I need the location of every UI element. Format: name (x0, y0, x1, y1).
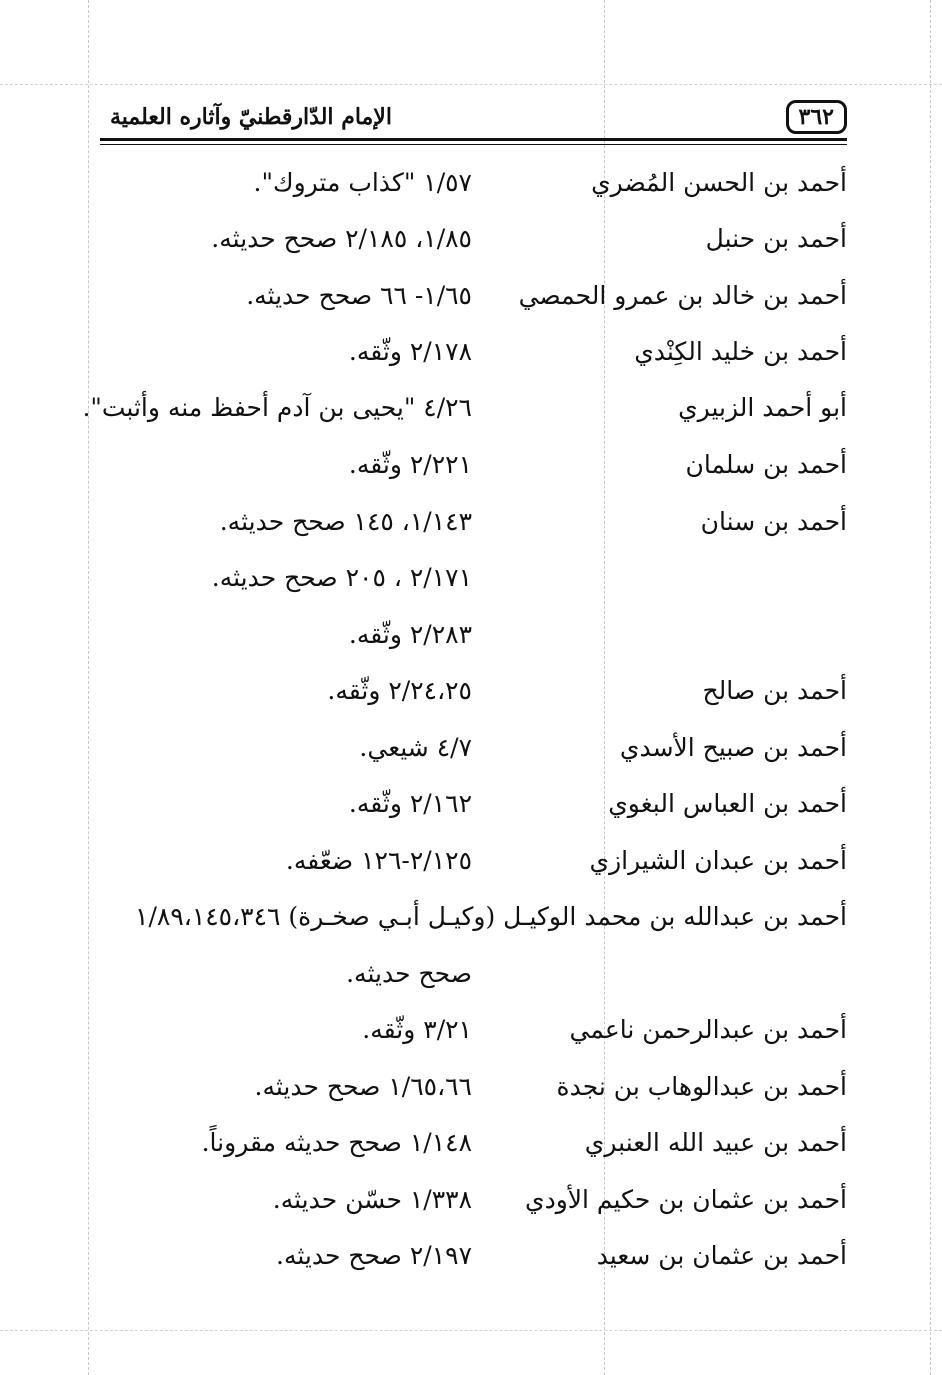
index-entry (100, 676, 847, 716)
entry-info: ٢/١٧١ ، ٢٠٥ صحح حديثه. (211, 563, 472, 592)
margin-guide-right (930, 0, 931, 1375)
entry-name: أحمد بن خالد بن عمرو الحمصي (518, 281, 847, 310)
entry-info: ١/٥٧ "كذاب متروك". (253, 168, 472, 197)
entry-name: أحمد بن سنان (700, 507, 847, 536)
running-title: الإمام الدّارقطنيّ وآثاره العلمية (110, 104, 392, 130)
index-entry (100, 1015, 847, 1055)
entry-info: ٢/١٢٥-١٢٦ ضعّفه. (285, 846, 472, 875)
entry-name: أحمد بن عبدالرحمن ناعمي (569, 1015, 847, 1044)
entry-name: أحمد بن عثمان بن حكيم الأودي (525, 1185, 847, 1214)
entry-name: أحمد بن عثمان بن سعيد (596, 1241, 847, 1270)
entry-name: أحمد بن صبيح الأسدي (619, 733, 847, 762)
page-header (100, 100, 847, 140)
entry-name: أحمد بن عبيد الله العنبري (584, 1128, 847, 1157)
entry-info: ٢/١٦٢ وثّقه. (348, 789, 472, 818)
entry-info: ١/١٤٣، ١٤٥ صحح حديثه. (219, 507, 472, 536)
index-entry (100, 168, 847, 208)
entry-name: أحمد بن عبدالوهاب بن نجدة (556, 1072, 847, 1101)
entry-info: ٤/٧ شيعي. (359, 733, 472, 762)
entry-info: ٤/٢٦ "يحيى بن آدم أحفظ منه وأثبت". (82, 393, 472, 422)
index-entry (100, 789, 847, 829)
index-entry (82, 393, 847, 433)
entry-info: ١/٨٥، ٢/١٨٥ صحح حديثه. (211, 224, 472, 253)
entry-info: ٣/٢١ وثّقه. (362, 1015, 472, 1044)
entry-info: ١/٦٥- ٦٦ صحح حديثه. (246, 281, 472, 310)
index-entry (100, 224, 847, 264)
page-number: ٣٦٢ (786, 100, 847, 134)
entry-info: ٢/١٧٨ وثّقه. (348, 337, 472, 366)
margin-guide-left (88, 0, 89, 1375)
entry-name: أحمد بن صالح (702, 676, 847, 705)
index-entry (100, 902, 847, 942)
entry-info: صحح حديثه. (346, 959, 472, 988)
index-entry (100, 959, 847, 999)
index-entry (100, 1072, 847, 1112)
index-entry (100, 1185, 847, 1225)
index-entry (100, 281, 847, 321)
index-entry (100, 1128, 847, 1168)
entry-name: أحمد بن حنبل (705, 224, 847, 253)
index-entry (100, 507, 847, 547)
index-entry (100, 563, 847, 603)
entry-name: أحمد بن العباس البغوي (608, 789, 847, 818)
entry-info: ١/٣٣٨ حسّن حديثه. (272, 1185, 472, 1214)
entry-info: ٢/٢٢١ وثّقه. (348, 450, 472, 479)
index-entry (100, 450, 847, 490)
margin-guide-top (0, 84, 942, 85)
index-entry (100, 620, 847, 660)
index-entry (100, 846, 847, 886)
entry-name: أحمد بن خليد الكِنْدي (634, 337, 847, 366)
entry-name: أحمد بن عبدان الشيرازي (589, 846, 847, 875)
header-rule-thick (100, 138, 847, 141)
entry-info: ٢/٢٤،٢٥ وثّقه. (327, 676, 472, 705)
margin-guide-bottom (0, 1330, 942, 1331)
entry-name: أحمد بن الحسن المُضري (591, 168, 847, 197)
header-rule-thin (100, 144, 847, 145)
entry-name: أبو أحمد الزبيري (678, 393, 847, 422)
index-entry (100, 1241, 847, 1281)
entry-full-line: أحمد بن عبدالله بن محمد الوكيـل (وكيـل أبـي صخـرة) ١/٨٩،١٤٥،٣٤٦ (135, 902, 847, 931)
index-entry (100, 733, 847, 773)
entry-info: ٢/١٩٧ صحح حديثه. (276, 1241, 472, 1270)
entry-info: ١/١٤٨ صحح حديثه مقروناً. (201, 1128, 472, 1157)
entry-info: ١/٦٥،٦٦ صحح حديثه. (254, 1072, 472, 1101)
index-entry (100, 337, 847, 377)
entry-name: أحمد بن سلمان (685, 450, 847, 479)
entry-info: ٢/٢٨٣ وثّقه. (348, 620, 472, 649)
